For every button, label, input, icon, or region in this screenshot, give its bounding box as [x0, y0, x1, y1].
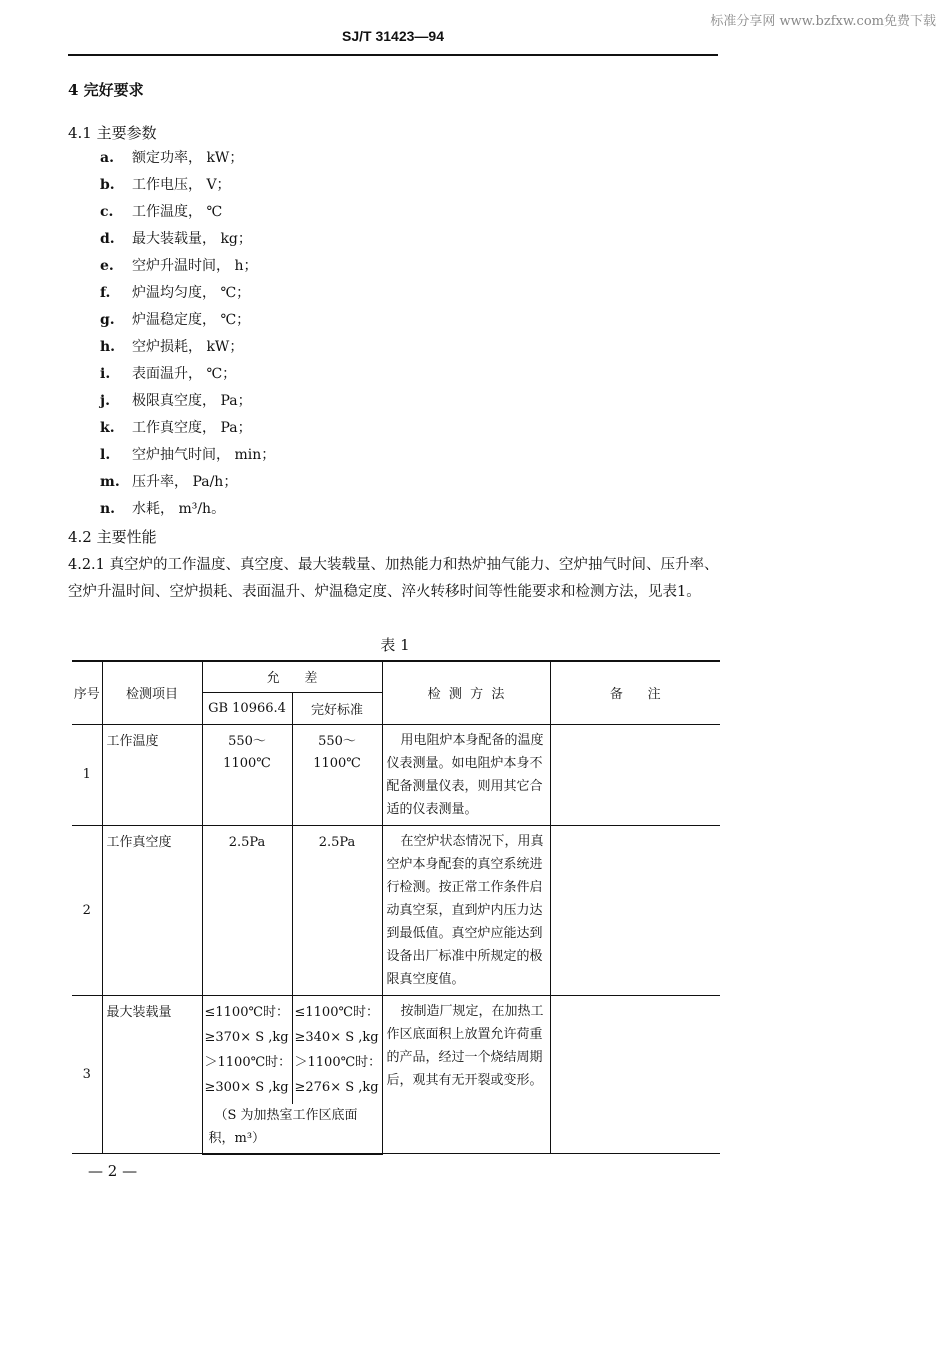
item-letter: m. [100, 474, 120, 490]
row-gb [202, 995, 292, 1104]
list-item [100, 418, 275, 445]
section-4-2-title: 4.2 主要性能 [68, 528, 157, 546]
item-text: 工作温度， ℃ [132, 204, 223, 220]
item-text: 炉温均匀度， ℃； [132, 285, 251, 301]
parameter-list [100, 148, 275, 526]
header-remark: 备 注 [550, 661, 720, 724]
row-gb: 2.5Pa [202, 825, 292, 995]
section-4-title: 4 完好要求 [68, 81, 144, 99]
list-item [100, 391, 275, 418]
watermark: 标准分享网 www.bzfxw.com免费下载 [710, 14, 936, 29]
header-tolerance: 允 差 [202, 661, 382, 692]
row-no: 1 [72, 724, 102, 825]
item-letter: e. [100, 258, 114, 274]
row-method: 用电阻炉本身配备的温度仪表测量。如电阻炉本身不配备测量仪表，则用其它合适的仪表测量。 [382, 724, 550, 825]
standard-line: ≤1100℃时： [294, 1004, 380, 1020]
list-item [100, 472, 275, 499]
standard-line: ≥340× S ,kg [294, 1029, 379, 1045]
table-row [72, 724, 720, 825]
list-item [100, 175, 275, 202]
item-letter: n. [100, 501, 116, 517]
item-text: 表面温升， ℃； [132, 366, 237, 382]
tolerance-note: （S 为加热室工作区底面积，m³） [202, 1104, 382, 1154]
item-letter: c. [100, 204, 114, 220]
row-gb: 550～1100℃ [202, 724, 292, 825]
item-text: 工作真空度， Pa； [132, 420, 252, 436]
list-item [100, 283, 275, 310]
list-item [100, 499, 275, 526]
item-text: 空炉升温时间， h； [132, 258, 258, 274]
list-item [100, 364, 275, 391]
item-text: 炉温稳定度， ℃； [132, 312, 251, 328]
item-letter: f. [100, 285, 111, 301]
list-item [100, 445, 275, 472]
row-standard [292, 995, 382, 1104]
header-gb: GB 10966.4 [202, 692, 292, 724]
row-item: 工作真空度 [102, 825, 202, 995]
list-item [100, 310, 275, 337]
header-no: 序号 [72, 661, 102, 724]
paragraph-4-2-1: 4.2.1 真空炉的工作温度、真空度、最大装载量、加热能力和热炉抽气能力、空炉抽气时间、压升率、空炉升温时间、空炉损耗、表面温升、炉温稳定度、淬火转移时间等性能要求和检测方法，见表1。 [68, 557, 719, 600]
item-letter: i. [100, 366, 111, 382]
header-method: 检 测 方 法 [382, 661, 550, 724]
row-standard: 550～1100℃ [292, 724, 382, 825]
row-remark [550, 995, 720, 1154]
item-text: 空炉损耗， kW； [132, 339, 244, 355]
item-text: 空炉抽气时间， min； [132, 447, 276, 463]
gb-line: ≥370× S ,kg [204, 1029, 289, 1045]
list-item [100, 148, 275, 175]
section-4-1-title: 4.1 主要参数 [68, 124, 157, 142]
row-item: 工作温度 [102, 724, 202, 825]
table-row [72, 995, 720, 1104]
list-item [100, 229, 275, 256]
header-item: 检测项目 [102, 661, 202, 724]
gb-line: ≤1100℃时： [204, 1004, 290, 1020]
item-letter: h. [100, 339, 116, 355]
item-letter: j. [100, 393, 110, 409]
list-item [100, 337, 275, 364]
item-text: 压升率， Pa/h； [132, 474, 238, 490]
item-letter: g. [100, 312, 115, 328]
row-remark [550, 724, 720, 825]
row-no: 3 [72, 995, 102, 1154]
page-header: SJ/T 31423—94 [342, 28, 444, 44]
gb-line: ≥300× S ,kg [204, 1079, 289, 1095]
table-1 [72, 660, 720, 1155]
item-letter: d. [100, 231, 115, 247]
standard-line: ≥276× S ,kg [294, 1079, 379, 1095]
row-no: 2 [72, 825, 102, 995]
item-text: 额定功率， kW； [132, 150, 244, 166]
row-remark [550, 825, 720, 995]
item-letter: l. [100, 447, 111, 463]
row-standard: 2.5Pa [292, 825, 382, 995]
row-method: 按制造厂规定，在加热工作区底面积上放置允许荷重的产品，经过一个烧结周期后，观其有无开裂或变形。 [382, 995, 550, 1154]
header-standard: 完好标准 [292, 692, 382, 724]
standard-line: ＞1100℃时： [294, 1054, 382, 1070]
row-method: 在空炉状态情况下，用真空炉本身配套的真空系统进行检测。按正常工作条件启动真空泵，直到炉内压力达到最低值。真空炉应能达到设备出厂标准中所规定的极限真空度值。 [382, 825, 550, 995]
list-item [100, 256, 275, 283]
item-text: 工作电压， V； [132, 177, 231, 193]
item-text: 水耗， m³/h。 [132, 501, 226, 517]
item-text: 极限真空度， Pa； [132, 393, 252, 409]
gb-line: ＞1100℃时： [204, 1054, 292, 1070]
row-item: 最大装载量 [102, 995, 202, 1154]
header-rule [68, 54, 718, 56]
table-row [72, 825, 720, 995]
list-item [100, 202, 275, 229]
item-letter: b. [100, 177, 115, 193]
item-letter: a. [100, 150, 114, 166]
item-letter: k. [100, 420, 115, 436]
page-number: — 2 — [88, 1162, 138, 1180]
table-title: 表 1 [380, 636, 410, 654]
item-text: 最大装载量， kg； [132, 231, 252, 247]
